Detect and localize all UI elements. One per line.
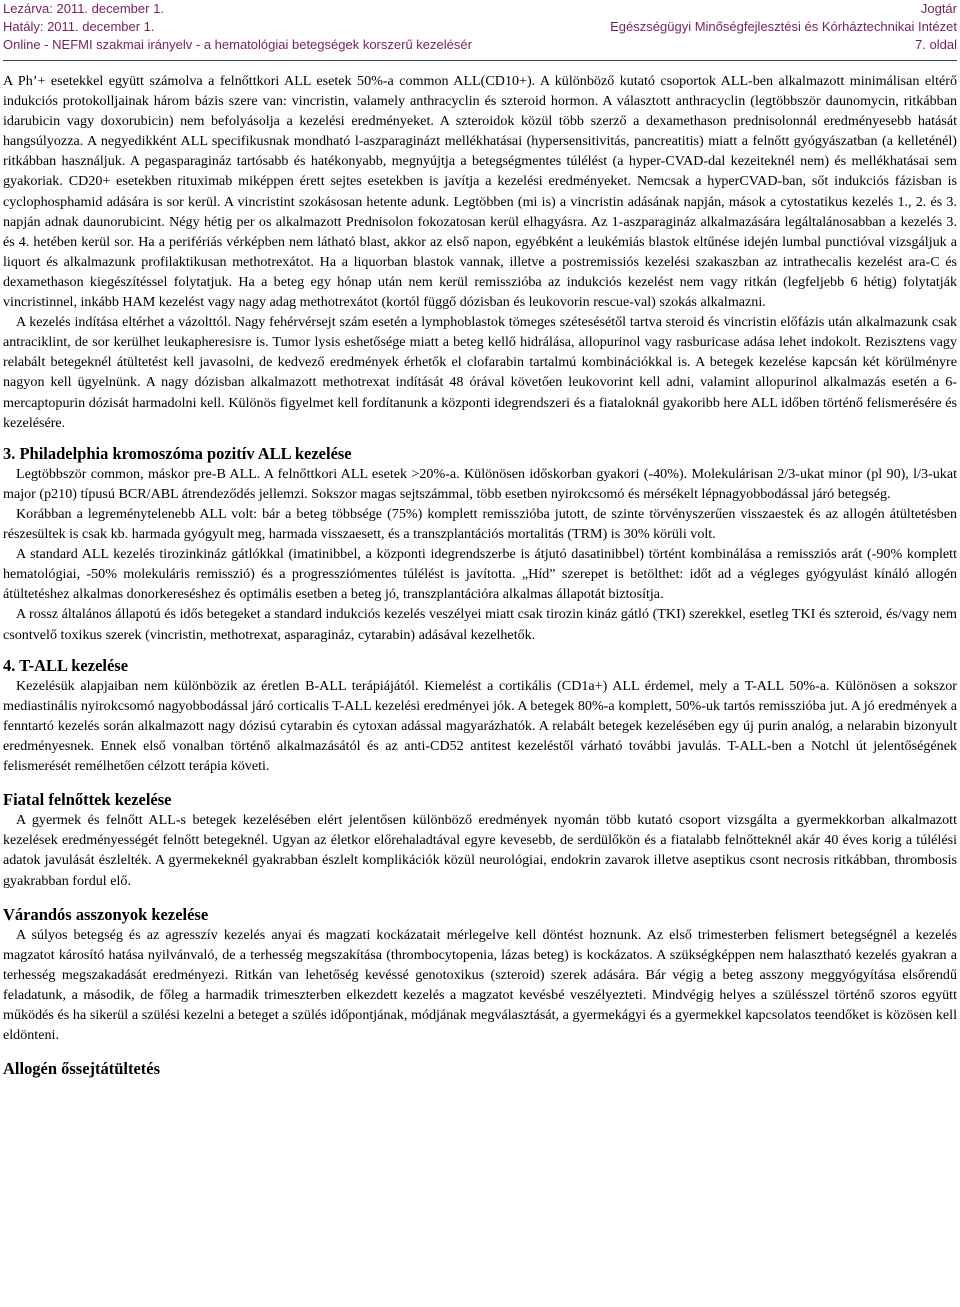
paragraph: A standard ALL kezelés tirozinkináz gátlókkal (imatinibbel, a központi idegrendszerbe is átjutó dasatinibbel) történt kombinálása a remissziós arát (-90% komplett hematológiai, -50% molekuláris remisszió) és a progressziómentes túlélést is javította. „Híd” szerepet is betölthet: időt ad a végleges gyógyulást kínáló allogén átültetéshez alkalmas donorkereséshez és optimális esetben a beteg jó, transzplantációra alkalmas állapotát biztosítja. [3, 546, 957, 603]
paragraph: Kezelésük alapjaiban nem különbözik az éretlen B-ALL terápiájától. Kiemelést a cortikális (CD1a+) ALL érdemel, mely a T-ALL 50%-a. Különösen a sokszor mediastinális nyirokcsomó nagyobbodással járó corticalis T-ALL kezelési eredményei jók. A betegek 80%-a komplett, 50%-uk tartós remisszióba jut. A jó eredmények a fenntartó kezelés során alkalmazott nagy dózisú cytarabin és cytoxan adással magyarázhatók. A relabált betegek kezelésében egy új purin analóg, a nelarabin bizonyult eredményesnek. Ennek első vonalban történő alkalmazásától és az anti-CD52 antitest kezeléstől várható további javulás. T-ALL-ben a Notchl út jelentőségének felismerését remélhetően célzott terápia követi. [3, 677, 957, 775]
publisher-name: Jogtár [920, 1, 957, 16]
document-body [3, 71, 957, 1079]
header-row-1 [3, 0, 957, 18]
paragraph: A rossz általános állapotú és idős betegeket a standard indukciós kezelés veszélyei miatt csak tirozin kináz gátló (TKI) szerekkel, esetleg TKI és szteroid, és/vagy nem csontvelő toxikus szerek (vincristin, methotrexat, asparagináz, cytarabin) adásával kezelhetők. [3, 606, 957, 643]
closing-date: Lezárva: 2011. december 1. [3, 1, 164, 16]
subsection-heading: Várandós asszonyok kezelése [3, 904, 209, 924]
paragraph: Korábban a legreménytelenebb ALL volt: bár a beteg többsége (75%) komplett remisszióba jutott, de szinte törvényszerűen visszaestek és az allogén átültetésben részesültek is csak kb. harmada gyógyult meg, harmada visszaesett, és a transzplantációs mortalitás (TRM) is 30% körüli volt. [3, 505, 957, 543]
header-row-2 [3, 18, 957, 36]
paragraph: Legtöbbször common, máskor pre-B ALL. A felnőttkori ALL esetek >20%-a. Különösen időskorban gyakori (-40%). Molekulárisan 2/3-ukat minor (pl 90), l/3-ukat major (p210) típusú BCR/ABL átrendeződés jellemzi. Sokszor magas sejtszámmal, több esetben nyirokcsomó és mérsékelt lépnagyobbodással járó betegség. [3, 465, 957, 502]
subsection-heading: Allogén őssejtátültetés [3, 1059, 161, 1079]
header-row-3 [3, 36, 957, 54]
header-divider [3, 60, 957, 61]
document-title: Online - NEFMI szakmai irányelv - a hematológiai betegségek korszerű kezelésér [3, 37, 472, 52]
page-number: 7. oldal [915, 37, 957, 52]
paragraph: A gyermek és felnőtt ALL-s betegek kezelésében elért jelentősen különböző eredmények nyomán több kutató csoport vizsgálta a gyermekkorban alkalmazott kezelések eredményességét felnőtt betegeknél. Ugyan az életkor előrehaladtával egyre kevesebb, de serdülőkön és a fiatalabb felnőtteknél akár 40 éves korig a túlélési adatok javulását észlelték. A gyermekeknél gyakrabban észlelt komplikációk közül neurológiai, endokrin zavarok illetve aseptikus csont necrosis ritkábban, thrombosis gyakrabban fordul elő. [3, 812, 957, 889]
paragraph: A Ph’+ esetekkel együtt számolva a felnőttkori ALL esetek 50%-a common ALL(CD10+). A különböző kutató csoportok ALL-ben alkalmazott minimálisan eltérő indukciós protokolljainak három bázis szere van: vincristin, valamely anthracyclin és szteroid hormon. A választott anthracyclin (legtöbbször daunomycin, ritkábban idarubicin vagy doxorubicin) nem befolyásolja a kezelési eredményeket. A szteroidok közül több szerző a dexamethason prednisolonnál eredményesebb hatását hangsúlyozza. A negyedikként ALL specifikusnak mondható l-aszparaginázt mellékhatásai (hypersensitivitás, pancreatitis) miatt a felnőtt gyógyászatban (a kelleténél) ritkábban használjuk. A pegasparagináz tartósabb és hatékonyabb, megnyújtja a betegségmentes túlélést (a hyper-CVAD-dal kezeiteknél nem) és mellékhatásai sem gyakoriak. CD20+ esetekben rituximab miképpen érett sejtes esetekben is javítja a kezelési eredményeket. Nemcsak a hyperCVAD-ban, sőt indukciós fázisban is cyclophosphamid adására is sor kerül. A vincristint szokásosan hetente adunk. Legtöbben (mi is) a vincristin adásának napján, mások a cytostatikus kezelés 1., 2. és 3. napján adnak daunorubicint. Négy hétig per os alkalmazott Prednisolon fokozatosan kerül elhagyásra. Az 1-aszparagináz alkalmazására legáltalánosabban a kezelés 3. és 4. hetében kerül sor. Ha a perifériás vérképben nem látható blast, akkor az első napon, egyébként a leukémiás blastok eltűnése idején lumbal punctióval vizsgáljuk a liquort és alkalmazunk profilaktikusan methotrexátot. Ha a liquorban blastok vannak, illetve a postremissiós kezelési szakaszban az intrathecalis kezelést ara-C és dexamethason kiegészítéssel folytatjuk. Ha a beteg egy hónap után nem kerül remisszióba az indukciós kezelést nem vagy ritkán (legfeljebb 6 hétig) folytatják vincristinnel, inkább HAM kezelést vagy nagy adag methotrexátot (kortól függő dózisban és leukovorin rescue-val) szokás alkalmazni. [3, 73, 957, 311]
subsection-heading: Fiatal felnőttek kezelése [3, 790, 172, 810]
paragraph: A kezelés indítása eltérhet a vázolttól. Nagy fehérvérsejt szám esetén a lymphoblastok tömeges szétesésétől tartva steroid és vincristin előfázis után alkalmazunk csak antraciklint, de sor kerülhet leukapheresisre is. Tumor lysis eshetősége miatt a beteg kellő hidrálása, allopurinol vagy rasburicase adása lehet indokolt. Rezisztens vagy relabált betegeknél átültetést kell javasolni, de kedvező eredmények érhetők el clofarabin tartalmú kombinációkkal is. A betegek kezelése kapcsán két körülményre nagyon kell ügyelnünk. A nagy dózisban alkalmazott methotrexat indítását 48 órával követően leukovorint kell adni, valamint allopurinol alkalmazás esetén a 6-mercaptopurin dózisát harmadolni kell. Különös figyelmet kell fordítanunk a központi idegrendszeri és a fiataloknál gyakoribb here ALL időben történő felismerésére és kezelésére. [3, 314, 957, 431]
institute-name: Egészségügyi Minőségfejlesztési és Kórháztechnikai Intézet [610, 19, 957, 34]
section-heading: 4. T-ALL kezelése [3, 655, 129, 675]
paragraph: A súlyos betegség és az agresszív kezelés anyai és magzati kockázatait mérlegelve kell döntést hoznunk. Az első trimesterben felismert betegségnél a kezelés magzatot károsító hatása nyilvánvaló, de a terhesség megszakítása (thrombocytopenia, lázas beteg) is kockázatos. A szükségképpen nem halasztható kezelés gyakran a terhesség megszakadását eredményezi. Ritkán van lehetőség kevéssé genotoxikus (szteroid) szerek adására. Bár végig a beteg asszony meggyógyítása elsőrendű feladatunk, a második, de főleg a harmadik trimeszterben elkezdett kezelés a magzatot kevésbé veszélyezteti. Mindvégig helyes a szülésszel történő szoros együtt működés és ha sikerül a szülési kezelni a beteget a szülés időpontjának, módjának megválasztását, a gyermekágyi és a gyermekkel kapcsolatos teendőket is közösen kell eldönteni. [3, 926, 957, 1044]
section-heading: 3. Philadelphia kromoszóma pozitív ALL kezelése [3, 443, 352, 463]
effective-date: Hatály: 2011. december 1. [3, 19, 155, 34]
page-header [3, 0, 957, 54]
